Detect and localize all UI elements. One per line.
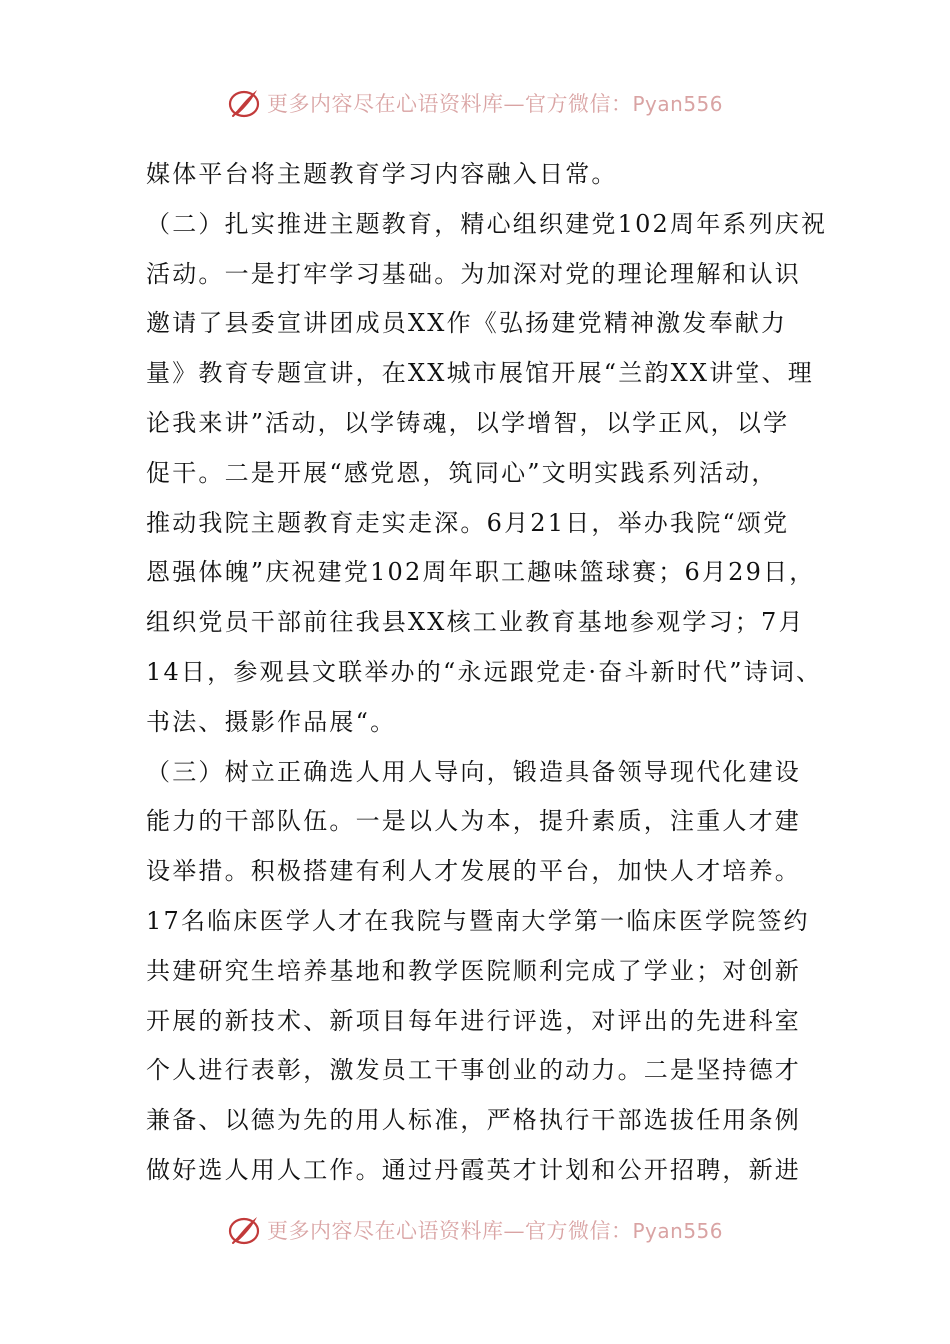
quill-pen-logo-icon — [227, 1213, 261, 1247]
text-line: 书法、摄影作品展“。 — [146, 707, 397, 736]
text-line: 媒体平台将主题教育学习内容融入日常。 — [146, 160, 618, 188]
text-line: 邀请了县委宣讲团成员XX作《弘扬建党精神激发奉献力 — [146, 309, 788, 338]
watermark-wechat-id: Pyan556 — [632, 92, 723, 116]
quill-pen-logo-icon — [227, 86, 261, 120]
text-line: 推动我院主题教育走实走深。6月21日，举办我院“颂党 — [146, 508, 790, 537]
footer-watermark — [0, 1210, 950, 1250]
text-line: 开展的新技术、新项目每年进行评选，对评出的先进科室 — [146, 1006, 801, 1035]
text-line: 活动。一是打牢学习基础。为加深对党的理论理解和认识 — [146, 259, 801, 288]
text-line: 量》教育专题宣讲，在XX城市展馆开展“兰韵XX讲堂、理 — [146, 359, 815, 388]
text-line: 促干。二是开展“感党恩，筑同心”文明实践系列活动， — [146, 458, 778, 487]
text-line: 共建研究生培养基地和教学医院顺利完成了学业；对创新 — [146, 956, 801, 985]
text-line: 兼备、以德为先的用人标准，严格执行干部选拔任用条例 — [146, 1106, 801, 1135]
header-watermark — [0, 83, 950, 123]
document-body — [146, 150, 846, 1196]
text-line: 做好选人用人工作。通过丹霞英才计划和公开招聘，新进 — [146, 1155, 801, 1184]
text-line: 14日，参观县文联举办的“永远跟党走·奋斗新时代”诗词、 — [146, 657, 823, 686]
watermark-text: 更多内容尽在心语资料库—官方微信：Pyan556 — [266, 1219, 723, 1243]
text-line: 恩强体魄”庆祝建党102周年职工趣味篮球赛；6月29日， — [146, 558, 816, 587]
text-line: 能力的干部队伍。一是以人为本，提升素质，注重人才建 — [146, 807, 801, 836]
text-line: 论我来讲”活动，以学铸魂，以学增智，以学正风，以学 — [146, 408, 790, 437]
text-line: 设举措。积极搭建有利人才发展的平台，加快人才培养。 — [146, 857, 801, 886]
watermark-wechat-id: Pyan556 — [632, 1219, 723, 1243]
text-line: （二）扎实推进主题教育，精心组织建党102周年系列庆祝 — [146, 209, 828, 238]
text-line: （三）树立正确选人用人导向，锻造具备领导现代化建设 — [146, 757, 801, 786]
watermark-text: 更多内容尽在心语资料库—官方微信：Pyan556 — [266, 92, 723, 116]
text-line: 组织党员干部前往我县XX核工业教育基地参观学习；7月 — [146, 608, 805, 637]
text-line: 17名临床医学人才在我院与暨南大学第一临床医学院签约 — [146, 906, 810, 935]
text-line: 个人进行表彰，激发员工干事创业的动力。二是坚持德才 — [146, 1056, 801, 1085]
